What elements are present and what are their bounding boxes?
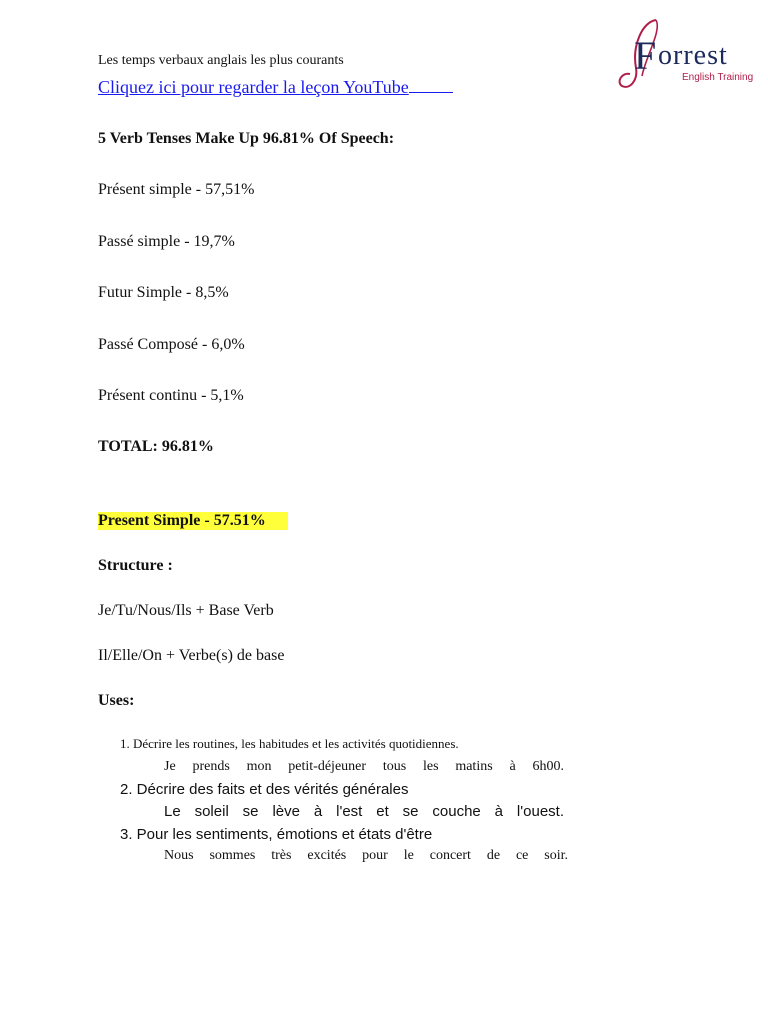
use-example: Nous sommes très excités pour le concert de ce soir. [164,848,568,863]
youtube-lesson-link[interactable] [98,75,453,98]
structure-line: Je/Tu/Nous/Ils + Base Verb [98,602,274,619]
summary-total: TOTAL: 96.81% [98,438,214,455]
tense-item: Passé Composé - 6,0% [98,336,245,353]
tense-item: Futur Simple - 8,5% [98,284,229,301]
link-underline-trail [409,75,453,93]
use-example: Le soleil se lève à l'est et se couche à l'ouest. [164,803,564,820]
forrest-logo [612,16,762,96]
document-subtitle: Les temps verbaux anglais les plus courants [98,53,344,68]
tense-item: Présent simple - 57,51% [98,181,255,198]
use-item: 1. Décrire les routines, les habitudes et les activités quotidiennes. [120,736,459,751]
youtube-link-text[interactable]: Cliquez ici pour regarder la leçon YouTube [98,77,409,97]
structure-label: Structure : [98,557,173,574]
tense-item: Présent continu - 5,1% [98,387,244,404]
logo-tagline: English Training [682,72,754,83]
section-title-highlighted: Present Simple - 57.51% [98,512,288,530]
use-item: 3. Pour les sentiments, émotions et états d'être [120,826,433,843]
use-item: 2. Décrire des faits et des vérités générales [120,781,409,798]
tense-item: Passé simple - 19,7% [98,233,235,250]
structure-line: Il/Elle/On + Verbe(s) de base [98,647,285,664]
logo-letter: F [634,33,657,78]
use-example: Je prends mon petit-déjeuner tous les matins à 6h00. [164,759,564,774]
logo-name: orrest [658,40,728,71]
summary-heading: 5 Verb Tenses Make Up 96.81% Of Speech: [98,130,395,147]
uses-label: Uses: [98,692,135,709]
